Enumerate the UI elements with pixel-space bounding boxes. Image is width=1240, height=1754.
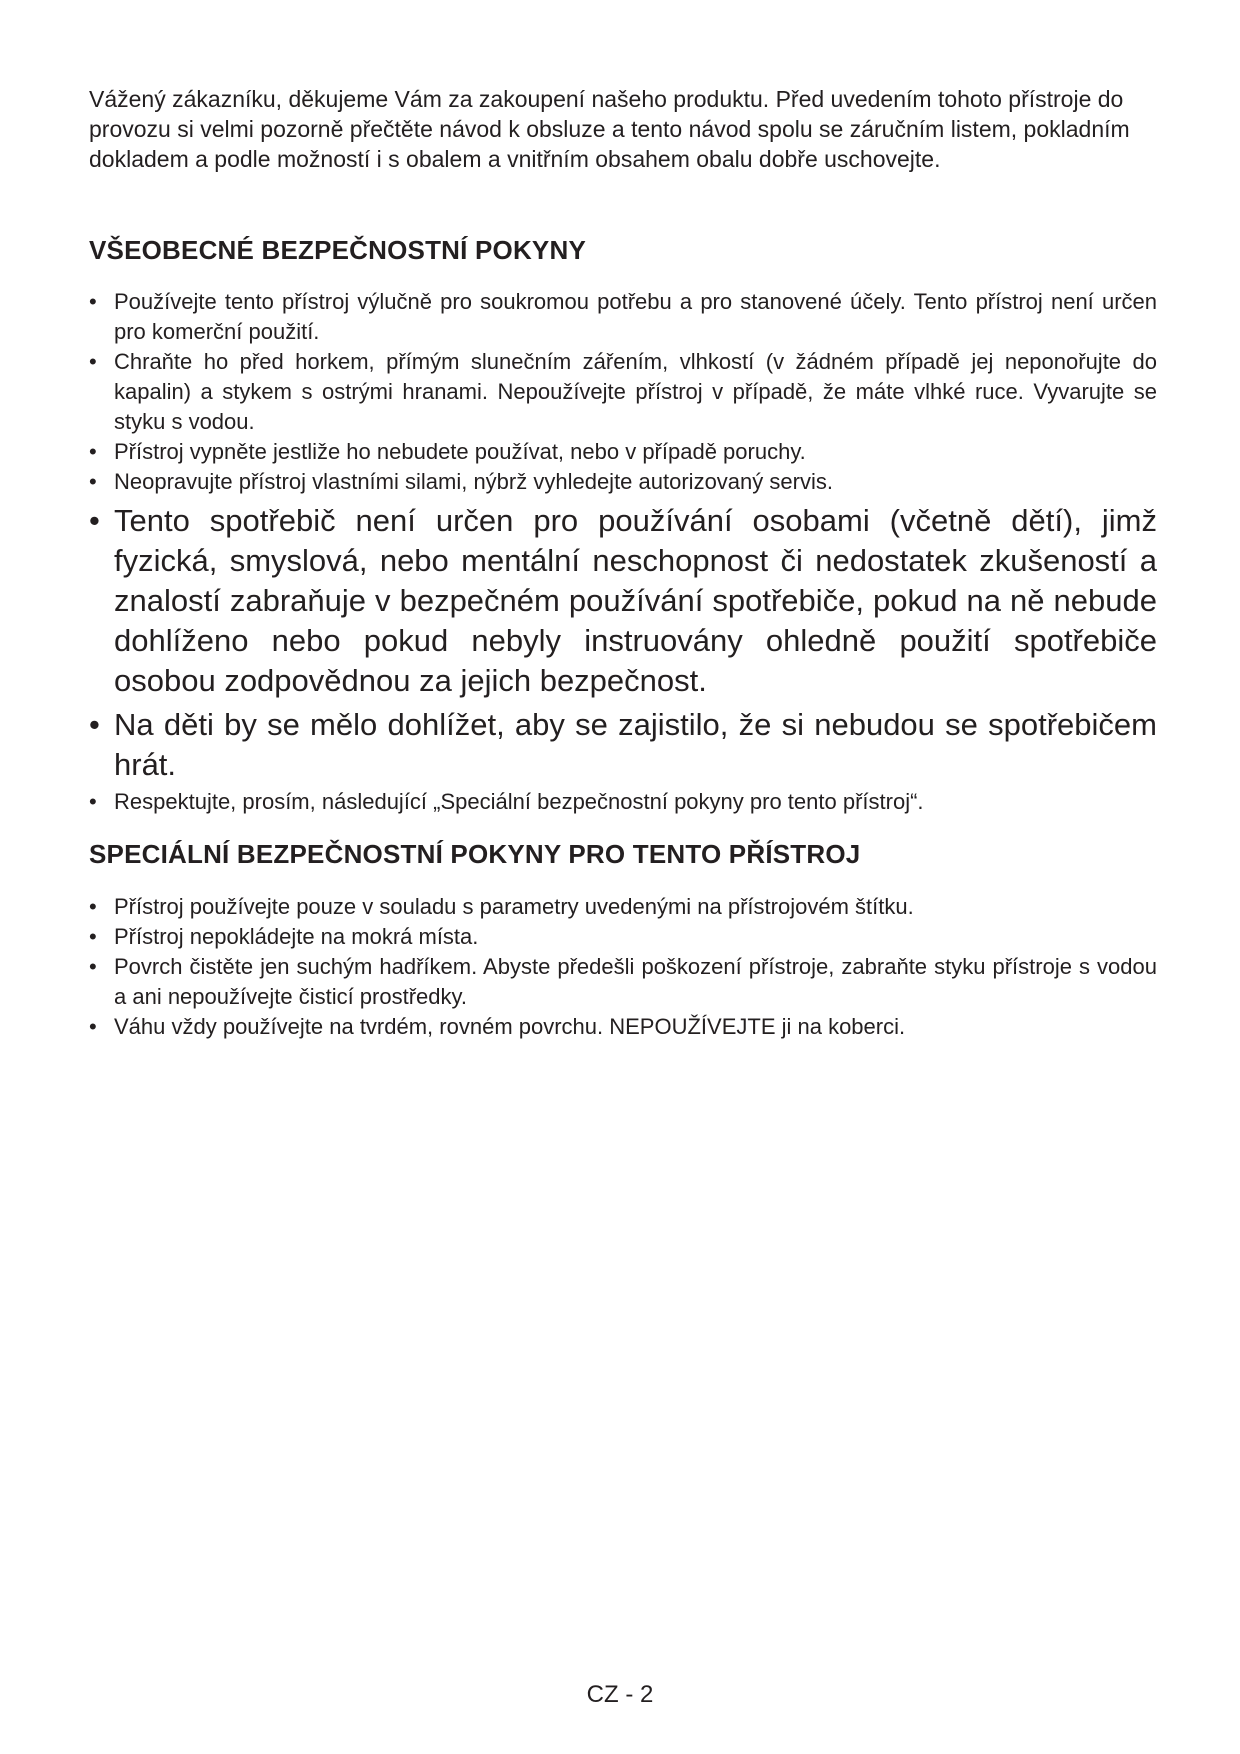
special-safety-heading: SPECIÁLNÍ BEZPEČNOSTNÍ POKYNY PRO TENTO PŘÍSTROJ <box>89 839 861 869</box>
list-item-text: Používejte tento přístroj výlučně pro soukromou potřebu a pro stanovené účely. Tento přístroj není určen pro komerční použití. <box>114 289 1157 344</box>
list-item-emphasized <box>89 705 1157 785</box>
bullet-icon: • <box>89 954 97 979</box>
list-item <box>89 892 1157 922</box>
bullet-icon: • <box>89 439 97 464</box>
bullet-icon: • <box>89 469 97 494</box>
list-item <box>89 347 1157 437</box>
list-item-text: Váhu vždy používejte na tvrdém, rovném povrchu. NEPOUŽÍVEJTE ji na koberci. <box>114 1014 906 1039</box>
special-safety-list <box>89 892 1157 1042</box>
intro-paragraph: Vážený zákazníku, děkujeme Vám za zakoupení našeho produktu. Před uvedením tohoto přístroje do provozu si velmi pozorně přečtěte návod k obsluze a tento návod spolu se záručním listem, pokladním dokladem a podle možností i s obalem a vnitřním obsahem obalu dobře uschovejte. <box>89 86 1130 172</box>
list-item <box>89 922 1157 952</box>
list-item-text: Přístroj nepokládejte na mokrá místa. <box>114 924 479 949</box>
list-item-text: Na děti by se mělo dohlížet, aby se zajistilo, že si nebudou se spotřebičem hrát. <box>114 707 1157 782</box>
list-item <box>89 787 1157 817</box>
bullet-icon: • <box>89 894 97 919</box>
list-item-emphasized <box>89 501 1157 701</box>
general-safety-list <box>89 287 1157 817</box>
list-item <box>89 467 1157 497</box>
bullet-icon: • <box>89 349 97 374</box>
bullet-icon: • <box>89 924 97 949</box>
bullet-icon: • <box>89 1014 97 1039</box>
list-item-text: Respektujte, prosím, následující „Speciální bezpečnostní pokyny pro tento přístroj“. <box>114 789 924 814</box>
bullet-icon: • <box>89 503 100 538</box>
general-safety-heading: VŠEOBECNÉ BEZPEČNOSTNÍ POKYNY <box>89 235 586 265</box>
bullet-icon: • <box>89 289 97 314</box>
list-item-text: Neopravujte přístroj vlastními silami, nýbrž vyhledejte autorizovaný servis. <box>114 469 833 494</box>
list-item-text: Povrch čistěte jen suchým hadříkem. Abyste předešli poškození přístroje, zabraňte styku přístroje s vodou a ani nepoužívejte čisticí prostředky. <box>114 954 1157 1009</box>
list-item-text: Tento spotřebič není určen pro používání osobami (včetně dětí), jimž fyzická, smyslová, nebo mentální neschopnost či nedostatek zkušeností a znalostí zabraňuje v bezpečném používání spotřebiče, pokud na ně nebude dohlíženo nebo pokud nebyly instruovány ohledně použití spotřebiče osobou zodpovědnou za jejich bezpečnost. <box>114 503 1157 698</box>
bullet-icon: • <box>89 707 100 742</box>
list-item <box>89 287 1157 347</box>
list-item <box>89 1012 1157 1042</box>
list-item-text: Chraňte ho před horkem, přímým slunečním zářením, vlhkostí (v žádném případě jej neponořujte do kapalin) a stykem s ostrými hranami. Nepoužívejte přístroj v případě, že máte vlhké ruce. Vyvarujte se styku s vodou. <box>114 349 1157 434</box>
bullet-icon: • <box>89 789 97 814</box>
page-number: CZ - 2 <box>586 1681 654 1708</box>
list-item-text: Přístroj vypněte jestliže ho nebudete používat, nebo v případě poruchy. <box>114 439 806 464</box>
list-item-text: Přístroj používejte pouze v souladu s parametry uvedenými na přístrojovém štítku. <box>114 894 914 919</box>
list-item <box>89 437 1157 467</box>
list-item <box>89 952 1157 1012</box>
